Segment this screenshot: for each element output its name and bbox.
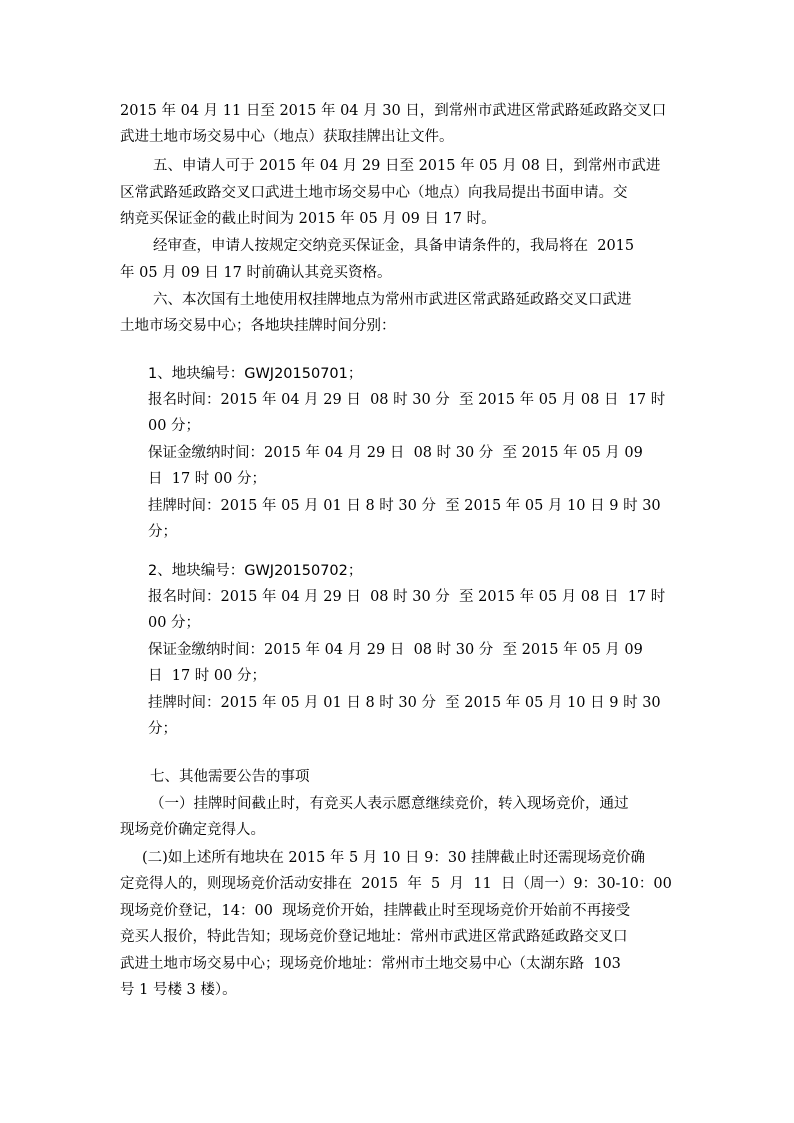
text-line: 保证金缴纳时间：2015 年 04 月 29 日 08 时 30 分 至 2015 年 05 月 09 (148, 642, 643, 658)
text-line: 分； (148, 524, 177, 540)
text-line: 号 1 号楼 3 楼）。 (120, 982, 237, 998)
text-line: 日 17 时 00 分； (148, 668, 266, 684)
text-line: 纳竞买保证金的截止时间为 2015 年 05 月 09 日 17 时。 (120, 211, 496, 227)
text-line: 现场竞价确定竞得人。 (120, 822, 265, 838)
text-line: (二)如上述所有地块在 2015 年 5 月 10 日 9：30 挂牌截止时还需现场竞价确 (142, 850, 645, 866)
text-line: 00 分； (148, 418, 201, 434)
text-line: 00 分； (148, 615, 201, 631)
text-line: 区常武路延政路交叉口武进土地市场交易中心（地点）向我局提出书面申请。交 (120, 185, 628, 201)
text-line: 挂牌时间：2015 年 05 月 01 日 8 时 30 分 至 2015 年 05 月 10 日 9 时 30 (148, 695, 661, 711)
text-line: 土地市场交易中心；各地块挂牌时间分别： (120, 318, 396, 334)
text-line: 经审查，申请人按规定交纳竞买保证金，具备申请条件的，我局将在 2015 (153, 238, 635, 254)
parcel-title: 2、地块编号：GWJ20150702； (148, 563, 363, 579)
text-line: 武进土地市场交易中心（地点）获取挂牌出让文件。 (120, 129, 454, 145)
text-line: 年 05 月 09 日 17 时前确认其竞买资格。 (120, 265, 392, 281)
text-line: 定竞得人的，则现场竞价活动安排在 2015 年 5 月 11 日（周一）9：30-10：00 (120, 876, 672, 892)
text-line: 竞买人报价，特此告知；现场竞价登记地址：常州市武进区常武路延政路交叉口 (120, 929, 628, 945)
text-line: 2015 年 04 月 11 日至 2015 年 04 月 30 日，到常州市武进区常武路延政路交叉口 (120, 103, 667, 119)
text-line: 六、本次国有土地使用权挂牌地点为常州市武进区常武路延政路交叉口武进 (153, 292, 632, 308)
parcel-title: 1、地块编号：GWJ20150701； (148, 366, 363, 382)
text-line: 报名时间：2015 年 04 月 29 日 08 时 30 分 至 2015 年 05 月 08 日 17 时 (148, 392, 666, 408)
text-line: （一）挂牌时间截止时，有竞买人表示愿意继续竞价，转入现场竞价，通过 (150, 796, 629, 812)
text-line: 报名时间：2015 年 04 月 29 日 08 时 30 分 至 2015 年 05 月 08 日 17 时 (148, 589, 666, 605)
text-line: 保证金缴纳时间：2015 年 04 月 29 日 08 时 30 分 至 2015 年 05 月 09 (148, 445, 643, 461)
text-line: 分； (148, 721, 177, 737)
text-line: 武进土地市场交易中心；现场竞价地址：常州市土地交易中心（太湖东路 103 (120, 956, 621, 972)
text-line: 挂牌时间：2015 年 05 月 01 日 8 时 30 分 至 2015 年 05 月 10 日 9 时 30 (148, 498, 661, 514)
text-line: 五、申请人可于 2015 年 04 月 29 日至 2015 年 05 月 08 日，到常州市武进 (153, 158, 661, 174)
text-line: 日 17 时 00 分； (148, 471, 266, 487)
section-heading: 七、其他需要公告的事项 (150, 769, 310, 785)
text-line: 现场竞价登记，14：00 现场竞价开始，挂牌截止时至现场竞价开始前不再接受 (120, 903, 631, 919)
